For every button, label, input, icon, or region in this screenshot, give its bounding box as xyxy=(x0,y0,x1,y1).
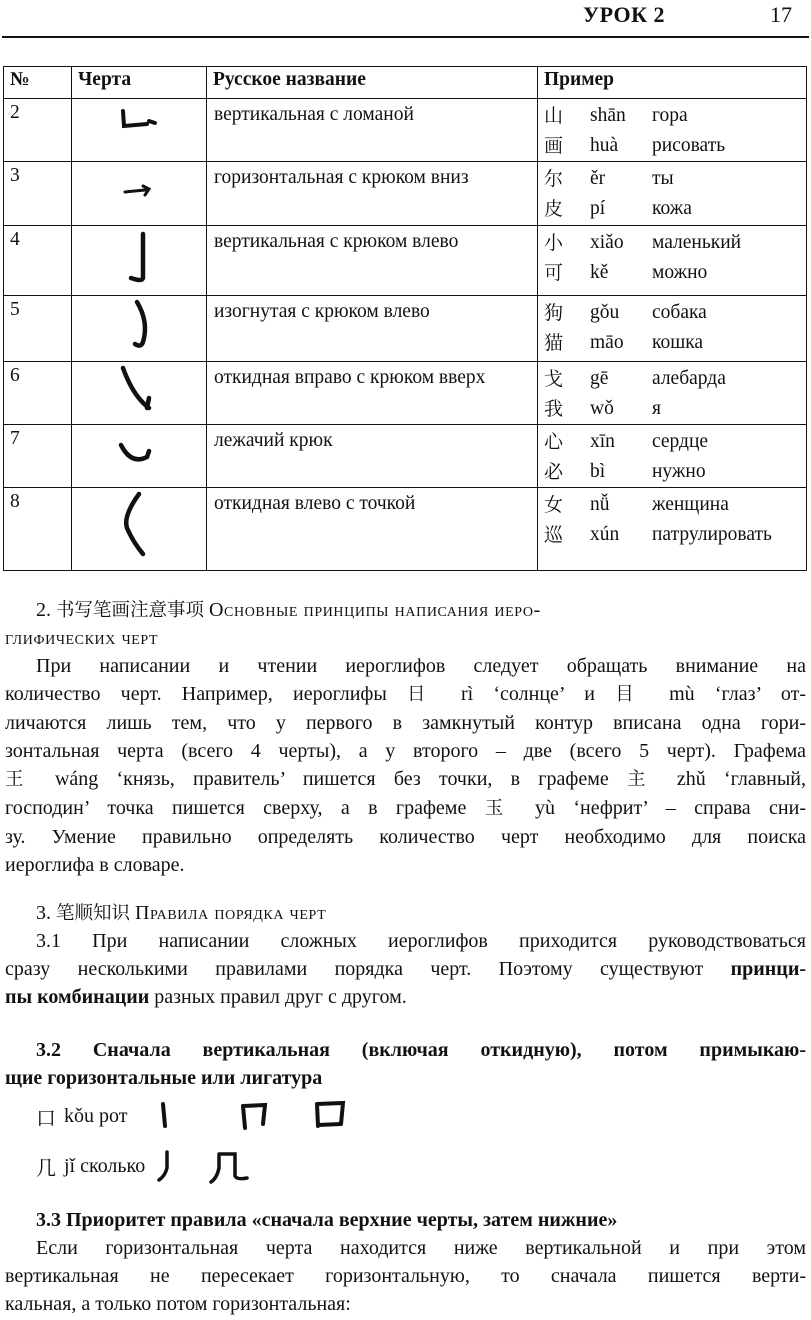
text-line xyxy=(5,983,806,1011)
stroke-number: 8 xyxy=(4,488,72,571)
text-line xyxy=(5,765,806,794)
curved-hook-stroke-icon xyxy=(109,296,169,356)
example-line xyxy=(544,328,800,358)
text-segment: сразу несколькими правилами порядка черт. Поэтому существуют xyxy=(5,958,704,980)
example-hanzi: 女 xyxy=(544,494,564,516)
text-segment: zhǔ ‘главный, xyxy=(676,768,806,790)
table-row xyxy=(4,425,807,488)
example-translation: сердце xyxy=(652,431,709,452)
example-hanzi: 几 xyxy=(36,1155,56,1180)
example-line xyxy=(544,364,800,394)
example-line xyxy=(544,194,800,224)
examples-cell xyxy=(538,488,807,571)
example-pinyin: māo xyxy=(590,332,624,353)
text-segment: yù ‘нефрит’ – справа сни- xyxy=(534,797,806,819)
example-pinyin: bì xyxy=(590,461,606,482)
column-header-stroke: Черта xyxy=(72,67,207,99)
page-header xyxy=(0,0,811,40)
text-line: 3.1 При написании сложных иероглифов приходится руководствоваться xyxy=(36,930,806,952)
stroke-order-sequence-icon xyxy=(155,1146,275,1186)
table-row xyxy=(4,226,807,296)
section2-title-a: Основные принципы написания иеро- xyxy=(209,599,541,621)
stroke-number: 6 xyxy=(4,362,72,425)
example-hanzi: 戈 xyxy=(544,368,564,390)
text-line: Если горизонтальная черта находится ниже вертикальной и при этом xyxy=(36,1237,806,1259)
text-segment-bold: принци- xyxy=(730,958,807,980)
text-segment: господин’ точка пишется сверху, а в графеме xyxy=(5,797,467,819)
table-row xyxy=(4,296,807,362)
right-falling-hook-stroke-icon xyxy=(109,362,169,420)
example-translation: гора xyxy=(652,105,688,126)
example-pinyin: nǚ xyxy=(590,494,610,515)
text-line: 3.2 Сначала вертикальная (включая откидную), потом примыкаю- xyxy=(36,1039,806,1061)
stroke-name: изогнутая с крюком влево xyxy=(207,296,538,362)
stroke-number: 4 xyxy=(4,226,72,296)
example-pinyin: xiǎo xyxy=(590,232,624,253)
example-pinyin: gē xyxy=(590,368,609,389)
section3-title: Правила порядка черт xyxy=(135,902,327,924)
example-text: kǒu рот xyxy=(64,1104,128,1127)
example-hanzi: 山 xyxy=(544,105,564,127)
example-translation: нужно xyxy=(652,461,706,482)
example-pinyin: kě xyxy=(590,262,609,283)
text-line xyxy=(5,680,806,709)
example-hanzi: 皮 xyxy=(544,198,564,220)
horizontal-hook-stroke-icon xyxy=(109,162,169,204)
stroke-number: 7 xyxy=(4,425,72,488)
stroke-name: откидная влево с точкой xyxy=(207,488,538,571)
text-line xyxy=(5,794,806,823)
stroke-name: откидная вправо с крюком вверх xyxy=(207,362,538,425)
rule32-heading xyxy=(5,1036,806,1092)
example-line xyxy=(544,520,800,550)
examples-cell xyxy=(538,296,807,362)
example-line xyxy=(544,490,800,520)
hanzi-inline: 玉 xyxy=(484,798,517,819)
example-hanzi: 小 xyxy=(544,232,564,254)
rule33-title: 3.3 Приоритет правила «сначала верхние черты, затем нижние» xyxy=(36,1209,618,1231)
text-line: иероглифа в словаре. xyxy=(5,854,185,876)
table-row xyxy=(4,488,807,571)
section3-number: 3. xyxy=(36,902,51,924)
section2-heading xyxy=(36,596,541,625)
example-hanzi: 画 xyxy=(544,135,564,157)
example-translation: маленький xyxy=(652,232,742,253)
example-hanzi: 必 xyxy=(544,461,564,483)
example-hanzi: 猫 xyxy=(544,332,564,354)
stroke-name: лежачий крюк xyxy=(207,425,538,488)
example-line xyxy=(544,457,800,487)
example-translation: кожа xyxy=(652,198,692,219)
example-hanzi: 狗 xyxy=(544,302,564,324)
example-pinyin: ěr xyxy=(590,168,606,189)
example-line xyxy=(544,427,800,457)
example-hanzi: 尔 xyxy=(544,168,564,190)
example-pinyin: xīn xyxy=(590,431,615,452)
table-row xyxy=(4,162,807,226)
examples-cell xyxy=(538,162,807,226)
section2-title-b: глифических черт xyxy=(5,627,159,649)
table-row xyxy=(4,362,807,425)
hanzi-inline: 目 xyxy=(615,684,649,705)
example-pinyin: wǒ xyxy=(590,398,614,419)
example-ji xyxy=(36,1146,275,1186)
stroke-cell xyxy=(72,296,207,362)
text-line: зу. Умение правильно определять количество черт необходимо для поиска xyxy=(5,826,806,848)
examples-cell xyxy=(538,99,807,162)
text-line: щие горизонтальные или лигатура xyxy=(5,1067,323,1089)
section3-heading xyxy=(36,899,326,928)
example-pinyin: xún xyxy=(590,524,620,545)
strokes-table xyxy=(3,66,807,571)
example-line xyxy=(544,101,800,131)
section2-paragraph xyxy=(5,652,806,879)
text-line: личаются лишь тем, что у первого в замкнутый контур вписана одна гори- xyxy=(5,712,806,734)
stroke-number: 3 xyxy=(4,162,72,226)
example-text: jǐ сколько xyxy=(64,1154,146,1177)
table-row xyxy=(4,99,807,162)
text-line: зонтальная черта (всего 4 черты), а у второго – две (всего 5 черт). Графема xyxy=(5,740,806,762)
rule33-block xyxy=(5,1206,806,1318)
vertical-hook-stroke-icon xyxy=(109,226,169,290)
example-hanzi: 心 xyxy=(544,431,564,453)
lying-hook-stroke-icon xyxy=(109,425,169,475)
section3-hanzi: 笔顺知识 xyxy=(56,903,131,924)
text-segment: wáng ‘князь, правитель’ пишется без точки, в графеме xyxy=(54,768,609,790)
text-line: вертикальная не пересекает горизонтальную, то сначала пишется верти- xyxy=(5,1265,806,1287)
text-segment: mù ‘глаз’ от- xyxy=(669,683,806,705)
stroke-cell xyxy=(72,362,207,425)
example-translation: женщина xyxy=(652,494,729,515)
section3-paragraph xyxy=(5,927,806,1011)
text-segment: количество черт. Например, иероглифы xyxy=(5,683,387,705)
stroke-number: 2 xyxy=(4,99,72,162)
example-line xyxy=(544,394,800,424)
text-line: При написании и чтении иероглифов следует обращать внимание на xyxy=(36,655,806,677)
vertical-broken-stroke-icon xyxy=(109,99,169,139)
example-translation: собака xyxy=(652,302,707,323)
stroke-name: вертикальная с ломаной xyxy=(207,99,538,162)
page-number: 17 xyxy=(770,2,792,27)
stroke-cell xyxy=(72,162,207,226)
example-line xyxy=(544,298,800,328)
examples-cell xyxy=(538,362,807,425)
examples-cell xyxy=(538,425,807,488)
stroke-order-sequence-icon xyxy=(157,1098,357,1134)
text-segment-bold: пы комбинации xyxy=(5,986,150,1008)
stroke-cell xyxy=(72,226,207,296)
text-segment: разных правил друг с другом. xyxy=(154,986,407,1008)
example-pinyin: shān xyxy=(590,105,626,126)
example-pinyin: gǒu xyxy=(590,302,620,323)
hanzi-inline: 王 xyxy=(5,769,37,790)
table-header-row xyxy=(4,67,807,99)
stroke-cell xyxy=(72,488,207,571)
text-line: кальная, а только потом горизонтальная: xyxy=(5,1293,351,1315)
example-hanzi: 我 xyxy=(544,398,564,420)
stroke-cell xyxy=(72,425,207,488)
left-falling-dot-stroke-icon xyxy=(109,488,169,564)
example-translation: я xyxy=(652,398,661,419)
example-pinyin: pí xyxy=(590,198,606,219)
stroke-name: вертикальная с крюком влево xyxy=(207,226,538,296)
example-hanzi: 巡 xyxy=(544,524,564,546)
example-translation: алебарда xyxy=(652,368,726,389)
text-segment: rì ‘солнце’ и xyxy=(460,683,595,705)
column-header-russian-name: Русское название xyxy=(207,67,538,99)
example-hanzi: 可 xyxy=(544,262,564,284)
example-translation: кошка xyxy=(652,332,704,353)
example-translation: патрулировать xyxy=(652,524,772,545)
header-rule xyxy=(2,36,809,38)
example-translation: рисовать xyxy=(652,135,726,156)
example-line xyxy=(544,258,800,288)
column-header-number: № xyxy=(4,67,72,99)
section2-number: 2. xyxy=(36,599,51,621)
example-line xyxy=(544,164,800,194)
example-translation: ты xyxy=(652,168,674,189)
text-line xyxy=(5,955,806,983)
stroke-number: 5 xyxy=(4,296,72,362)
example-kou xyxy=(36,1098,357,1134)
hanzi-inline: 日 xyxy=(407,684,441,705)
stroke-name: горизонтальная с крюком вниз xyxy=(207,162,538,226)
example-hanzi: 口 xyxy=(36,1105,56,1130)
stroke-cell xyxy=(72,99,207,162)
examples-cell xyxy=(538,226,807,296)
lesson-title: УРОК 2 xyxy=(583,2,666,27)
column-header-example: Пример xyxy=(538,67,807,99)
section2-hanzi: 书写笔画注意事项 xyxy=(56,600,205,621)
example-pinyin: huà xyxy=(590,135,619,156)
example-line xyxy=(544,228,800,258)
hanzi-inline: 主 xyxy=(626,769,659,790)
example-translation: можно xyxy=(652,262,708,283)
example-line xyxy=(544,131,800,161)
